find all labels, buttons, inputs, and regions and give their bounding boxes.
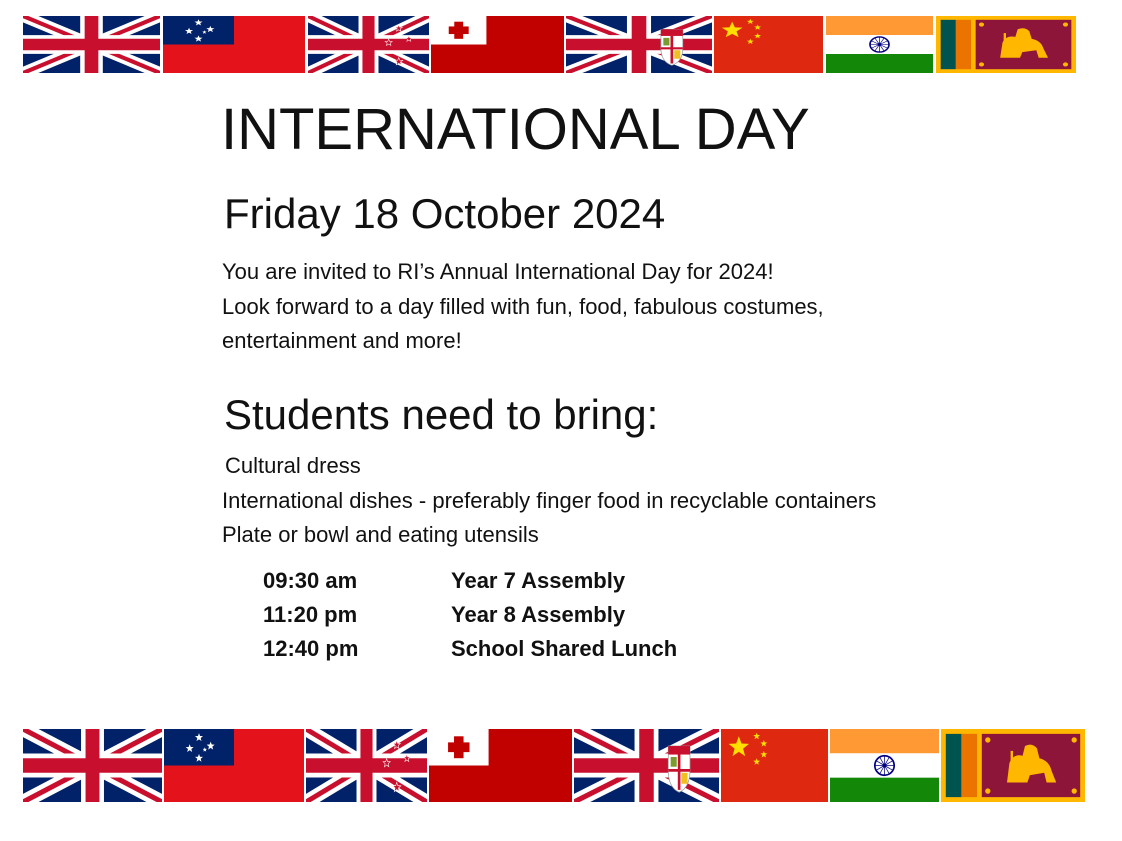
- united-kingdom-flag: [23, 16, 160, 73]
- schedule-event: Year 7 Assembly: [451, 568, 626, 593]
- fiji-flag: [574, 729, 719, 802]
- bring-item: International dishes - preferably finger food in recyclable containers: [222, 488, 877, 513]
- schedule-time: 09:30 am: [263, 568, 358, 593]
- schedule-time: 12:40 pm: [263, 636, 359, 661]
- schedule-time: 11:20 pm: [263, 602, 358, 627]
- sri-lanka-flag: [941, 729, 1085, 802]
- fiji-flag: [566, 16, 712, 73]
- intro-line: entertainment and more!: [222, 328, 462, 353]
- samoa-flag: [164, 729, 304, 802]
- tonga-flag: [431, 16, 564, 73]
- event-title: INTERNATIONAL DAY: [221, 97, 810, 162]
- bring-item: Plate or bowl and eating utensils: [222, 522, 539, 547]
- india-flag: [830, 729, 939, 802]
- india-flag: [826, 16, 933, 73]
- new-zealand-flag: [308, 16, 429, 73]
- bring-heading: Students need to bring:: [224, 391, 659, 438]
- event-date: Friday 18 October 2024: [224, 190, 666, 237]
- tonga-flag: [429, 729, 572, 802]
- intro-line: You are invited to RI’s Annual International Day for 2024!: [222, 259, 774, 284]
- bring-item: Cultural dress: [225, 453, 361, 478]
- china-flag: [721, 729, 828, 802]
- schedule-event: Year 8 Assembly: [451, 602, 626, 627]
- united-kingdom-flag: [23, 729, 162, 802]
- sri-lanka-flag: [936, 16, 1076, 73]
- intro-line: Look forward to a day filled with fun, food, fabulous costumes,: [222, 294, 824, 319]
- china-flag: [714, 16, 823, 73]
- new-zealand-flag: [306, 729, 427, 802]
- samoa-flag: [163, 16, 305, 73]
- schedule-event: School Shared Lunch: [451, 636, 678, 661]
